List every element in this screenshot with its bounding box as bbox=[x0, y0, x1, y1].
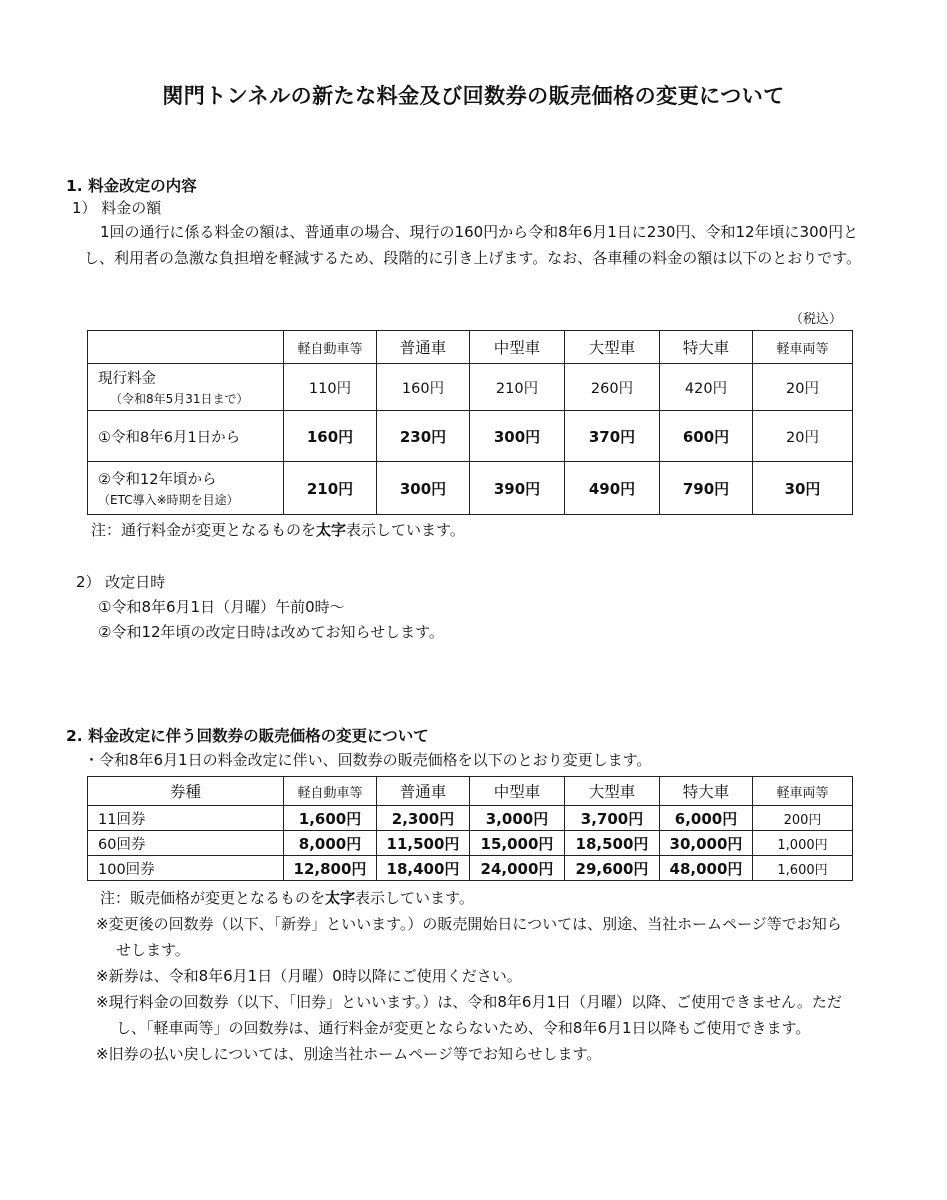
fee-row-label bbox=[88, 364, 284, 411]
coupon-header-cell: 大型車 bbox=[565, 777, 660, 806]
toll-note-suffix: 表示しています。 bbox=[346, 521, 465, 539]
coupon-cell: 3,700円 bbox=[565, 806, 660, 831]
coupon-note-bold: 太字 bbox=[325, 889, 356, 907]
fee-header-cell: 軽自動車等 bbox=[284, 331, 377, 364]
coupon-cell: 18,500円 bbox=[565, 831, 660, 856]
coupon-header-type: 券種 bbox=[88, 777, 284, 806]
fee-description-text: 1回の通行に係る料金の額は、普通車の場合、現行の160円から令和8年6月1日に230円、令和12年頃に300円とし、利用者の急激な負担増を軽減するため、段階的に引き上げます。なお、各車種の料金の額は以下のとおりです。 bbox=[84, 223, 862, 267]
fee-row bbox=[88, 411, 853, 462]
coupon-cell: 18,400円 bbox=[377, 856, 470, 881]
coupon-cell: 15,000円 bbox=[470, 831, 565, 856]
fee-row-label bbox=[88, 411, 284, 462]
coupon-note-4: ※旧券の払い戻しについては、別途当社ホームページ等でお知らせします。 bbox=[96, 1045, 602, 1063]
coupon-cell: 48,000円 bbox=[660, 856, 753, 881]
fee-header-cell: 特大車 bbox=[660, 331, 753, 364]
fee-cell: 390円 bbox=[470, 462, 565, 515]
fee-cell: 300円 bbox=[470, 411, 565, 462]
coupon-row-label: 60回券 bbox=[88, 831, 284, 856]
subsection-revision-date: 2） 改定日時 bbox=[76, 573, 166, 591]
fee-row-label-text: ①令和8年6月1日から bbox=[98, 429, 241, 446]
coupon-note-prefix: 注：販売価格が変更となるものを bbox=[100, 889, 326, 907]
fee-cell: 30円 bbox=[753, 462, 853, 515]
subsection-fee-amount: 1） 料金の額 bbox=[72, 199, 162, 217]
coupon-header-cell: 軽車両等 bbox=[753, 777, 853, 806]
tax-included-note: （税込） bbox=[790, 312, 843, 327]
coupon-row-label: 11回券 bbox=[88, 806, 284, 831]
revision-date-2: ②令和12年頃の改定日時は改めてお知らせします。 bbox=[98, 623, 444, 641]
fee-cell: 300円 bbox=[377, 462, 470, 515]
fee-cell: 20円 bbox=[753, 364, 853, 411]
fee-row bbox=[88, 364, 853, 411]
fee-cell: 600円 bbox=[660, 411, 753, 462]
coupon-header-cell: 普通車 bbox=[377, 777, 470, 806]
fee-cell: 490円 bbox=[565, 462, 660, 515]
section-2-heading: 2. 料金改定に伴う回数券の販売価格の変更について bbox=[66, 727, 429, 745]
toll-fee-table bbox=[87, 330, 853, 515]
coupon-note-suffix: 表示しています。 bbox=[355, 889, 474, 907]
revision-date-1: ①令和8年6月1日（月曜）午前0時～ bbox=[98, 598, 345, 616]
fee-header-cell: 中型車 bbox=[470, 331, 565, 364]
coupon-cell: 29,600円 bbox=[565, 856, 660, 881]
coupon-cell: 1,600円 bbox=[284, 806, 377, 831]
coupon-row bbox=[88, 831, 853, 856]
coupon-table-note bbox=[100, 886, 474, 910]
coupon-header-cell: 特大車 bbox=[660, 777, 753, 806]
fee-row-label bbox=[88, 462, 284, 515]
fee-header-cell: 大型車 bbox=[565, 331, 660, 364]
fee-row-label-text: ②令和12年頃から bbox=[98, 472, 217, 488]
coupon-header-row bbox=[88, 777, 853, 806]
fee-description-paragraph bbox=[84, 219, 864, 271]
coupon-cell: 30,000円 bbox=[660, 831, 753, 856]
section-1-heading: 1. 料金改定の内容 bbox=[66, 177, 197, 195]
coupon-lead-text: ・令和8年6月1日の料金改定に伴い、回数券の販売価格を以下のとおり変更します。 bbox=[84, 751, 652, 769]
fee-cell: 160円 bbox=[377, 364, 470, 411]
coupon-row-label: 100回券 bbox=[88, 856, 284, 881]
coupon-cell: 8,000円 bbox=[284, 831, 377, 856]
fee-cell: 20円 bbox=[753, 411, 853, 462]
coupon-notes bbox=[96, 911, 856, 1067]
coupon-row bbox=[88, 806, 853, 831]
coupon-cell: 11,500円 bbox=[377, 831, 470, 856]
fee-cell: 210円 bbox=[470, 364, 565, 411]
fee-header-cell: 軽車両等 bbox=[753, 331, 853, 364]
fee-cell: 230円 bbox=[377, 411, 470, 462]
coupon-row bbox=[88, 856, 853, 881]
coupon-cell: 2,300円 bbox=[377, 806, 470, 831]
fee-cell: 110円 bbox=[284, 364, 377, 411]
toll-table-note bbox=[91, 518, 465, 542]
fee-cell: 370円 bbox=[565, 411, 660, 462]
page-title: 関門トンネルの新たな料金及び回数券の販売価格の変更について bbox=[162, 84, 785, 108]
coupon-cell: 12,800円 bbox=[284, 856, 377, 881]
fee-header-blank bbox=[88, 331, 284, 364]
fee-row-sublabel: （令和8年5月31日まで） bbox=[110, 392, 249, 406]
fee-row-label-text: 現行料金 bbox=[98, 371, 156, 387]
fee-cell: 260円 bbox=[565, 364, 660, 411]
fee-cell: 160円 bbox=[284, 411, 377, 462]
coupon-cell: 1,600円 bbox=[753, 856, 853, 881]
coupon-note-1: ※変更後の回数券（以下、「新券」といいます。）の販売開始日については、別途、当社ホームページ等でお知らせします。 bbox=[96, 915, 842, 959]
fee-header-cell: 普通車 bbox=[377, 331, 470, 364]
fee-header-row bbox=[88, 331, 853, 364]
fee-row-sublabel: （ETC導入※時期を目途） bbox=[98, 493, 239, 507]
fee-row bbox=[88, 462, 853, 515]
coupon-header-cell: 軽自動車等 bbox=[284, 777, 377, 806]
fee-cell: 790円 bbox=[660, 462, 753, 515]
coupon-price-table bbox=[87, 776, 853, 881]
fee-cell: 420円 bbox=[660, 364, 753, 411]
coupon-header-cell: 中型車 bbox=[470, 777, 565, 806]
coupon-note-3: ※現行料金の回数券（以下、「旧券」といいます。）は、令和8年6月1日（月曜）以降、ご使用できません。ただし、「軽車両等」の回数券は、通行料金が変更とならないため、令和8年6月1日以降もご使用できます。 bbox=[96, 993, 842, 1037]
toll-note-prefix: 注：通行料金が変更となるものを bbox=[91, 521, 317, 539]
coupon-cell: 6,000円 bbox=[660, 806, 753, 831]
coupon-cell: 200円 bbox=[753, 806, 853, 831]
coupon-cell: 3,000円 bbox=[470, 806, 565, 831]
coupon-cell: 24,000円 bbox=[470, 856, 565, 881]
toll-note-bold: 太字 bbox=[316, 521, 347, 539]
coupon-cell: 1,000円 bbox=[753, 831, 853, 856]
fee-cell: 210円 bbox=[284, 462, 377, 515]
coupon-note-2: ※新券は、令和8年6月1日（月曜）0時以降にご使用ください。 bbox=[96, 967, 522, 985]
